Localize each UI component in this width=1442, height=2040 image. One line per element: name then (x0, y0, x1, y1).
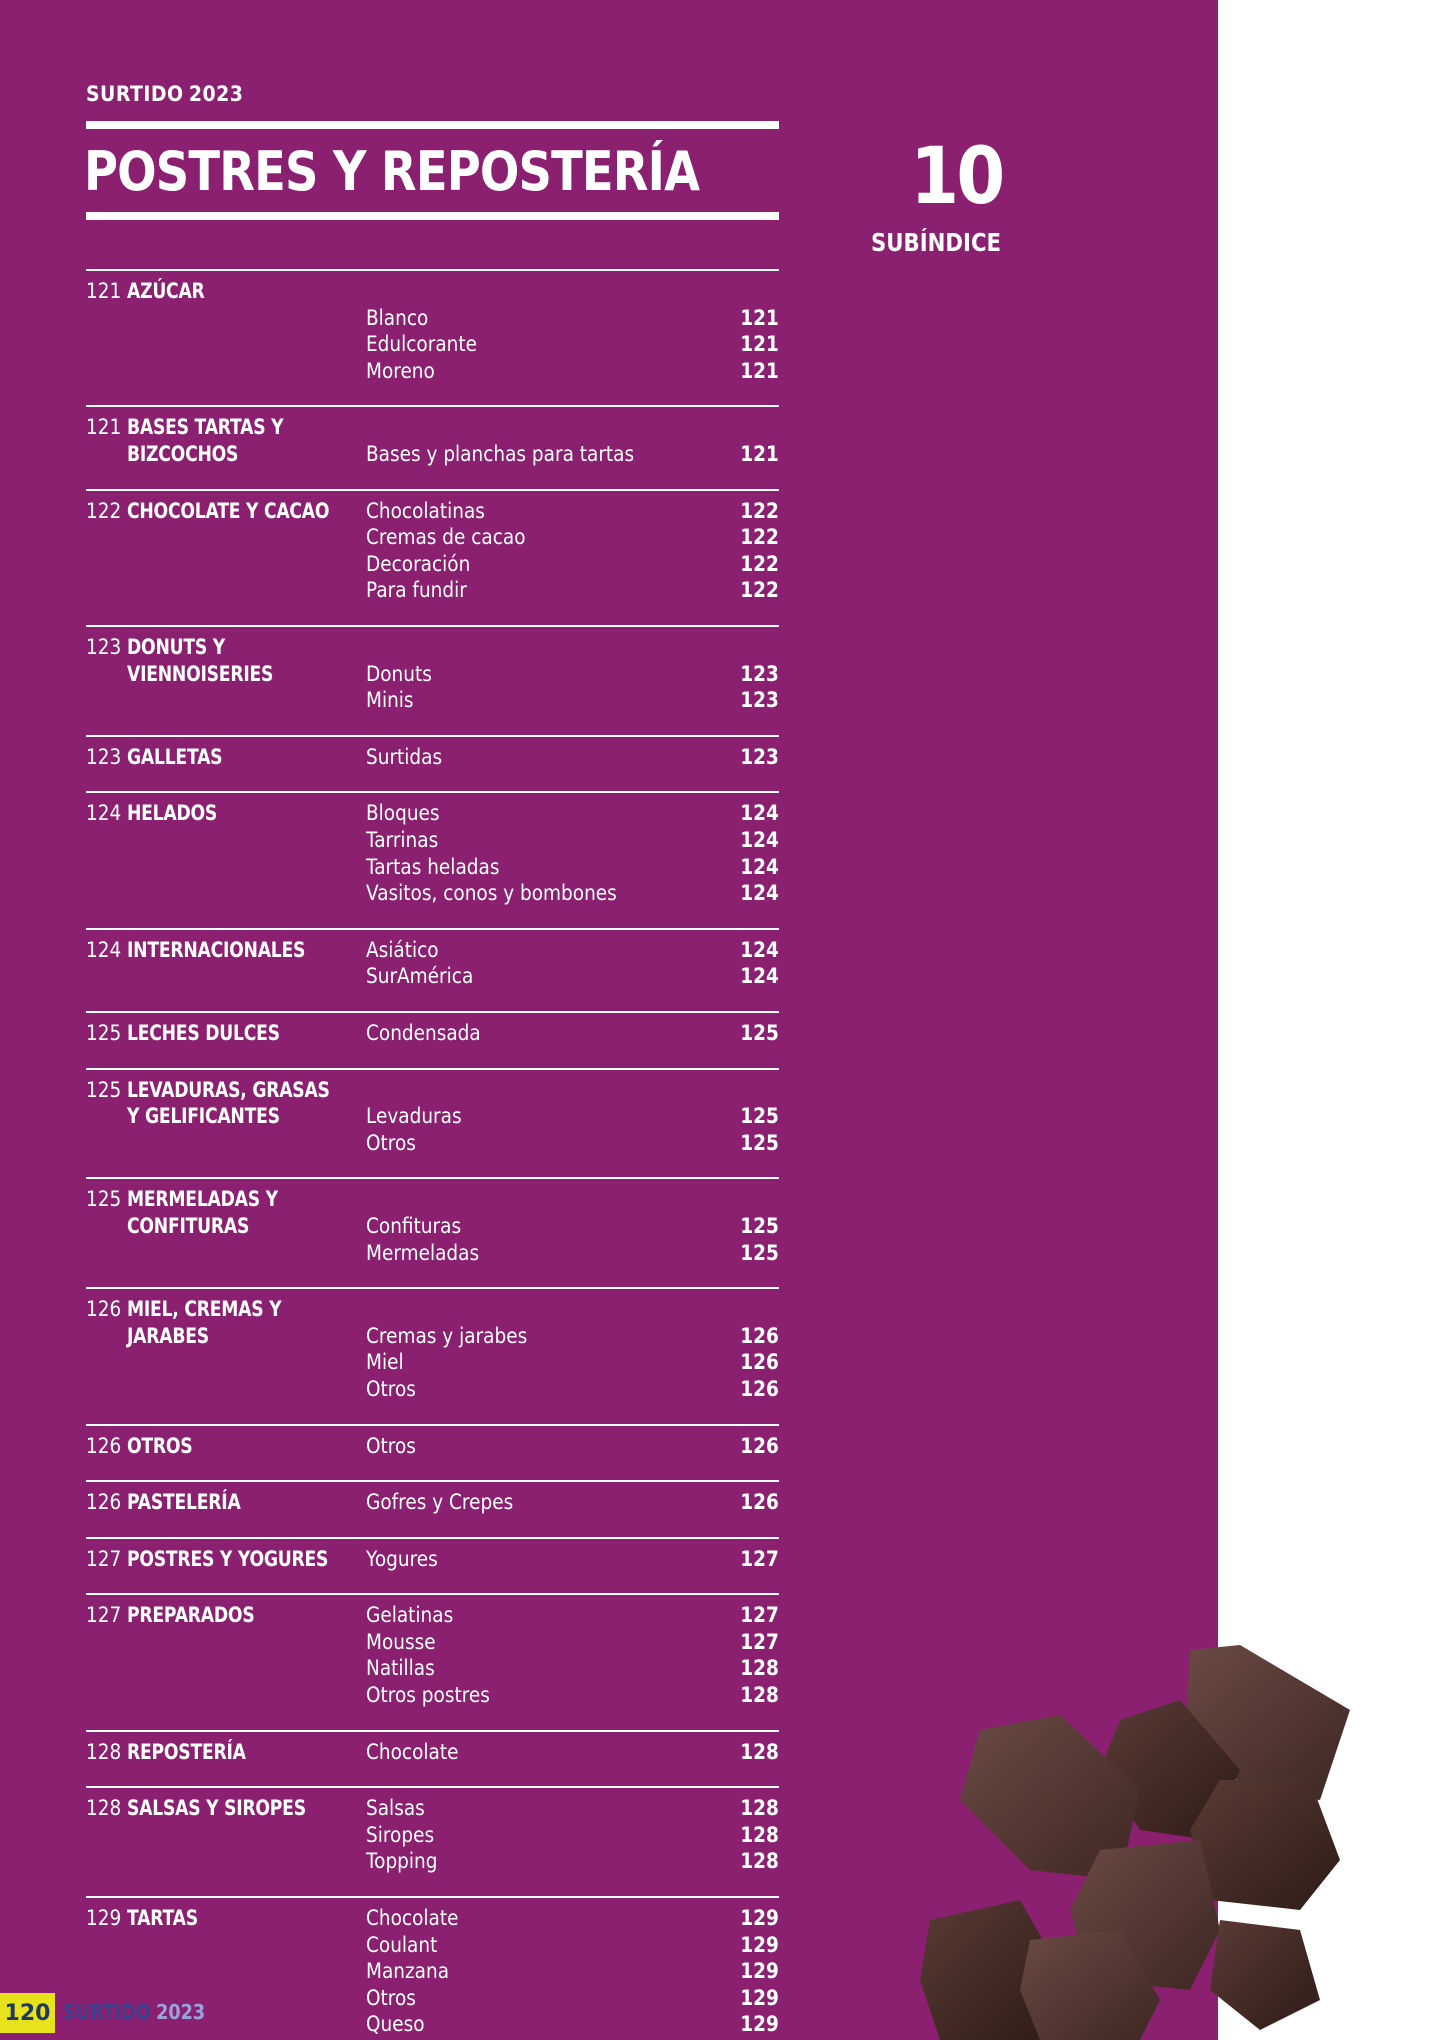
subcategory-name: Bloques (366, 801, 440, 826)
subcategory-page-number: 125 (740, 1130, 779, 1155)
section-page-number: 126 (86, 1490, 122, 1515)
subcategory-page-number: 126 (740, 1376, 779, 1401)
subcategory-name: Yogures (366, 1546, 438, 1571)
subindex-section (86, 1068, 779, 1178)
subindex-section (86, 489, 779, 625)
subcategory-page-number: 128 (740, 1849, 779, 1874)
subcategory-name: Condensada (366, 1020, 481, 1045)
subcategory-name: Queso (366, 2012, 425, 2037)
subindex-row (86, 1297, 779, 1324)
subcategory-page-number: 129 (740, 1985, 779, 2010)
subcategory-name: Otros (366, 1130, 416, 1155)
subindex-row (86, 964, 779, 991)
subcategory-name: Blanco (366, 305, 429, 330)
subindex-row (86, 1959, 779, 1986)
subcategory-page-number: 129 (740, 1906, 779, 1931)
subindex-row (86, 855, 779, 882)
subcategory-page-number: 127 (740, 1603, 779, 1628)
subindex-row (86, 525, 779, 552)
subcategory-page-number: 123 (740, 688, 779, 713)
subcategory-page-number: 121 (740, 358, 779, 383)
section-page-number: 125 (86, 1020, 122, 1045)
category-name: HELADOS (127, 801, 218, 826)
section-page-number: 129 (86, 1906, 122, 1931)
subcategory-page-number: 127 (740, 1546, 779, 1571)
subindex-row (86, 1021, 779, 1048)
subindex-section (86, 1593, 779, 1729)
subindex-row (86, 499, 779, 526)
subcategory-name: Natillas (366, 1656, 435, 1681)
subindex-row (86, 552, 779, 579)
header-label-text: SURTIDO (86, 82, 184, 106)
subcategory-page-number: 129 (740, 2012, 779, 2037)
subindex-row (86, 578, 779, 605)
subcategory-page-number: 126 (740, 1490, 779, 1515)
subindex-table (86, 269, 779, 2040)
subindex-row (86, 801, 779, 828)
subcategory-name: Otros (366, 1985, 416, 2010)
subcategory-page-number: 121 (740, 305, 779, 330)
header-label (86, 82, 243, 106)
header-year: 2023 (188, 82, 244, 106)
section-page-number: 121 (86, 279, 122, 303)
category-name: MIEL, CREMAS Y (127, 1297, 282, 1322)
subcategory-page-number: 124 (740, 827, 779, 852)
subcategory-page-number: 121 (740, 332, 779, 357)
subcategory-name: Otros (366, 1433, 416, 1458)
subcategory-name: Confituras (366, 1213, 462, 1238)
subcategory-name: Edulcorante (366, 332, 477, 357)
subindex-section (86, 405, 779, 488)
subindex-section (86, 928, 779, 1011)
subcategory-name: Tartas heladas (366, 854, 500, 879)
subcategory-page-number: 127 (740, 1629, 779, 1654)
subindex-row (86, 1241, 779, 1268)
category-name: Y GELIFICANTES (127, 1104, 280, 1129)
subcategory-page-number: 121 (740, 441, 779, 466)
subcategory-page-number: 126 (740, 1323, 779, 1348)
subindex-section (86, 1537, 779, 1594)
subcategory-name: Mermeladas (366, 1240, 480, 1265)
section-page-number: 122 (86, 498, 122, 523)
subcategory-page-number: 124 (740, 937, 779, 962)
subindex-row (86, 745, 779, 772)
subcategory-page-number: 124 (740, 801, 779, 826)
subcategory-name: SurAmérica (366, 964, 474, 989)
subindex-row (86, 1823, 779, 1850)
section-page-number: 126 (86, 1433, 122, 1458)
subcategory-name: Chocolate (366, 1739, 459, 1764)
subindex-row (86, 1490, 779, 1517)
section-page-number: 123 (86, 634, 122, 659)
subindex-row (86, 688, 779, 715)
subcategory-name: Siropes (366, 1822, 435, 1847)
section-page-number: 124 (86, 937, 122, 962)
page-title: POSTRES Y REPOSTERÍA (84, 140, 700, 203)
subindex-row (86, 1434, 779, 1461)
subindex-row (86, 442, 779, 469)
subcategory-name: Levaduras (366, 1104, 462, 1129)
subindex-section (86, 735, 779, 792)
category-name: BASES TARTAS Y (127, 415, 284, 440)
subindex-row (86, 938, 779, 965)
subindex-row (86, 359, 779, 386)
subindex-row (86, 1796, 779, 1823)
category-name: INTERNACIONALES (127, 937, 306, 962)
subcategory-name: Mousse (366, 1629, 436, 1654)
subindex-section (86, 625, 779, 735)
subcategory-name: Bases y planchas para tartas (366, 441, 635, 466)
subindex-row (86, 1078, 779, 1105)
subcategory-page-number: 125 (740, 1020, 779, 1045)
subcategory-page-number: 122 (740, 578, 779, 603)
subindex-row (86, 279, 779, 306)
category-name: DONUTS Y (127, 634, 225, 659)
subcategory-page-number: 125 (740, 1104, 779, 1129)
subcategory-name: Manzana (366, 1959, 450, 1984)
subcategory-page-number: 122 (740, 551, 779, 576)
subcategory-page-number: 122 (740, 498, 779, 523)
category-name: CONFITURAS (127, 1213, 250, 1238)
section-page-number: 128 (86, 1739, 122, 1764)
subcategory-page-number: 123 (740, 661, 779, 686)
category-name: MERMELADAS Y (127, 1187, 278, 1212)
subindex-section (86, 1011, 779, 1068)
subcategory-page-number: 128 (740, 1683, 779, 1708)
section-page-number: 128 (86, 1796, 122, 1821)
subindex-row (86, 881, 779, 908)
subcategory-name: Topping (366, 1849, 438, 1874)
title-top-rule (86, 121, 779, 129)
category-name: SALSAS Y SIROPES (127, 1796, 306, 1821)
subindex-row (86, 415, 779, 442)
subcategory-name: Para fundir (366, 578, 467, 603)
category-name: TARTAS (127, 1906, 198, 1931)
subcategory-page-number: 125 (740, 1240, 779, 1265)
section-page-number: 125 (86, 1187, 122, 1212)
subcategory-name: Gelatinas (366, 1603, 454, 1628)
subcategory-name: Cremas y jarabes (366, 1323, 528, 1348)
subindex-row (86, 1131, 779, 1158)
footer-year: 2023 (156, 2000, 206, 2024)
section-page-number: 127 (86, 1546, 122, 1571)
subindex-row (86, 1740, 779, 1767)
subcategory-name: Tarrinas (366, 827, 439, 852)
chapter-number: 10 (910, 132, 1003, 222)
subcategory-page-number: 129 (740, 1959, 779, 1984)
subcategory-name: Vasitos, conos y bombones (366, 881, 617, 906)
subcategory-name: Decoración (366, 551, 471, 576)
subindex-row (86, 1214, 779, 1241)
category-name: LECHES DULCES (127, 1020, 280, 1045)
subindex-section (86, 1786, 779, 1896)
section-page-number: 126 (86, 1297, 122, 1322)
section-page-number: 125 (86, 1077, 122, 1102)
subcategory-page-number: 128 (740, 1796, 779, 1821)
category-name: LEVADURAS, GRASAS (127, 1077, 330, 1102)
subcategory-page-number: 125 (740, 1213, 779, 1238)
subcategory-name: Surtidas (366, 744, 443, 769)
subindex-row (86, 1187, 779, 1214)
subcategory-page-number: 128 (740, 1822, 779, 1847)
subindex-row (86, 1104, 779, 1131)
category-name: POSTRES Y YOGURES (127, 1546, 329, 1571)
category-name: REPOSTERÍA (127, 1739, 246, 1764)
subcategory-name: Cremas de cacao (366, 525, 526, 550)
subcategory-page-number: 128 (740, 1656, 779, 1681)
subindex-row (86, 1547, 779, 1574)
subindex-row (86, 332, 779, 359)
category-name: VIENNOISERIES (127, 661, 274, 686)
subcategory-name: Otros postres (366, 1683, 490, 1708)
subcategory-page-number: 123 (740, 744, 779, 769)
subindex-section (86, 1424, 779, 1481)
subindex-row (86, 1906, 779, 1933)
subindex-row (86, 1350, 779, 1377)
subindex-section (86, 1287, 779, 1423)
footer-label (63, 2000, 205, 2024)
category-name: PASTELERÍA (127, 1490, 241, 1515)
subcategory-page-number: 128 (740, 1739, 779, 1764)
subcategory-name: Otros (366, 1376, 416, 1401)
subcategory-page-number: 129 (740, 1932, 779, 1957)
subindex-row (86, 828, 779, 855)
subindex-row (86, 1683, 779, 1710)
category-name: OTROS (127, 1433, 193, 1458)
subcategory-page-number: 126 (740, 1350, 779, 1375)
subindex-row (86, 1933, 779, 1960)
subcategory-name: Miel (366, 1350, 404, 1375)
category-name: BIZCOCHOS (127, 441, 239, 466)
subcategory-name: Gofres y Crepes (366, 1490, 514, 1515)
subcategory-name: Donuts (366, 661, 432, 686)
category-name: JARABES (127, 1323, 209, 1348)
subindex-row (86, 635, 779, 662)
subindex-row (86, 1656, 779, 1683)
subindex-row (86, 662, 779, 689)
footer-page-number: 120 (0, 1993, 55, 2033)
category-name: PREPARADOS (127, 1603, 255, 1628)
subindex-section (86, 791, 779, 927)
subcategory-name: Asiático (366, 937, 439, 962)
subindex-section (86, 269, 779, 405)
subindex-label: SUBÍNDICE (870, 228, 1001, 257)
subcategory-name: Moreno (366, 358, 435, 383)
footer-label-text: SURTIDO (63, 2000, 151, 2024)
subcategory-page-number: 124 (740, 854, 779, 879)
subcategory-page-number: 126 (740, 1433, 779, 1458)
section-page-number: 121 (86, 415, 122, 440)
section-page-number: 123 (86, 744, 122, 769)
subindex-section (86, 1730, 779, 1787)
section-page-number: 127 (86, 1603, 122, 1628)
chocolate-pieces-image (920, 1630, 1360, 2040)
subindex-row (86, 1377, 779, 1404)
subindex-row (86, 1603, 779, 1630)
subindex-row (86, 1630, 779, 1657)
category-name: CHOCOLATE Y CACAO (127, 498, 330, 523)
subcategory-name: Chocolatinas (366, 498, 485, 523)
subcategory-page-number: 124 (740, 881, 779, 906)
subcategory-page-number: 122 (740, 525, 779, 550)
subcategory-page-number: 124 (740, 964, 779, 989)
subindex-row (86, 306, 779, 333)
subcategory-name: Minis (366, 688, 414, 713)
section-page-number: 124 (86, 801, 122, 826)
subindex-section (86, 1177, 779, 1287)
title-bottom-rule (86, 212, 779, 220)
subcategory-name: Salsas (366, 1796, 425, 1821)
category-name: AZÚCAR (127, 279, 205, 303)
category-name: GALLETAS (127, 744, 223, 769)
subindex-row (86, 1849, 779, 1876)
subcategory-name: Chocolate (366, 1906, 459, 1931)
subindex-section (86, 1480, 779, 1537)
subindex-row (86, 1324, 779, 1351)
subcategory-name: Coulant (366, 1932, 438, 1957)
